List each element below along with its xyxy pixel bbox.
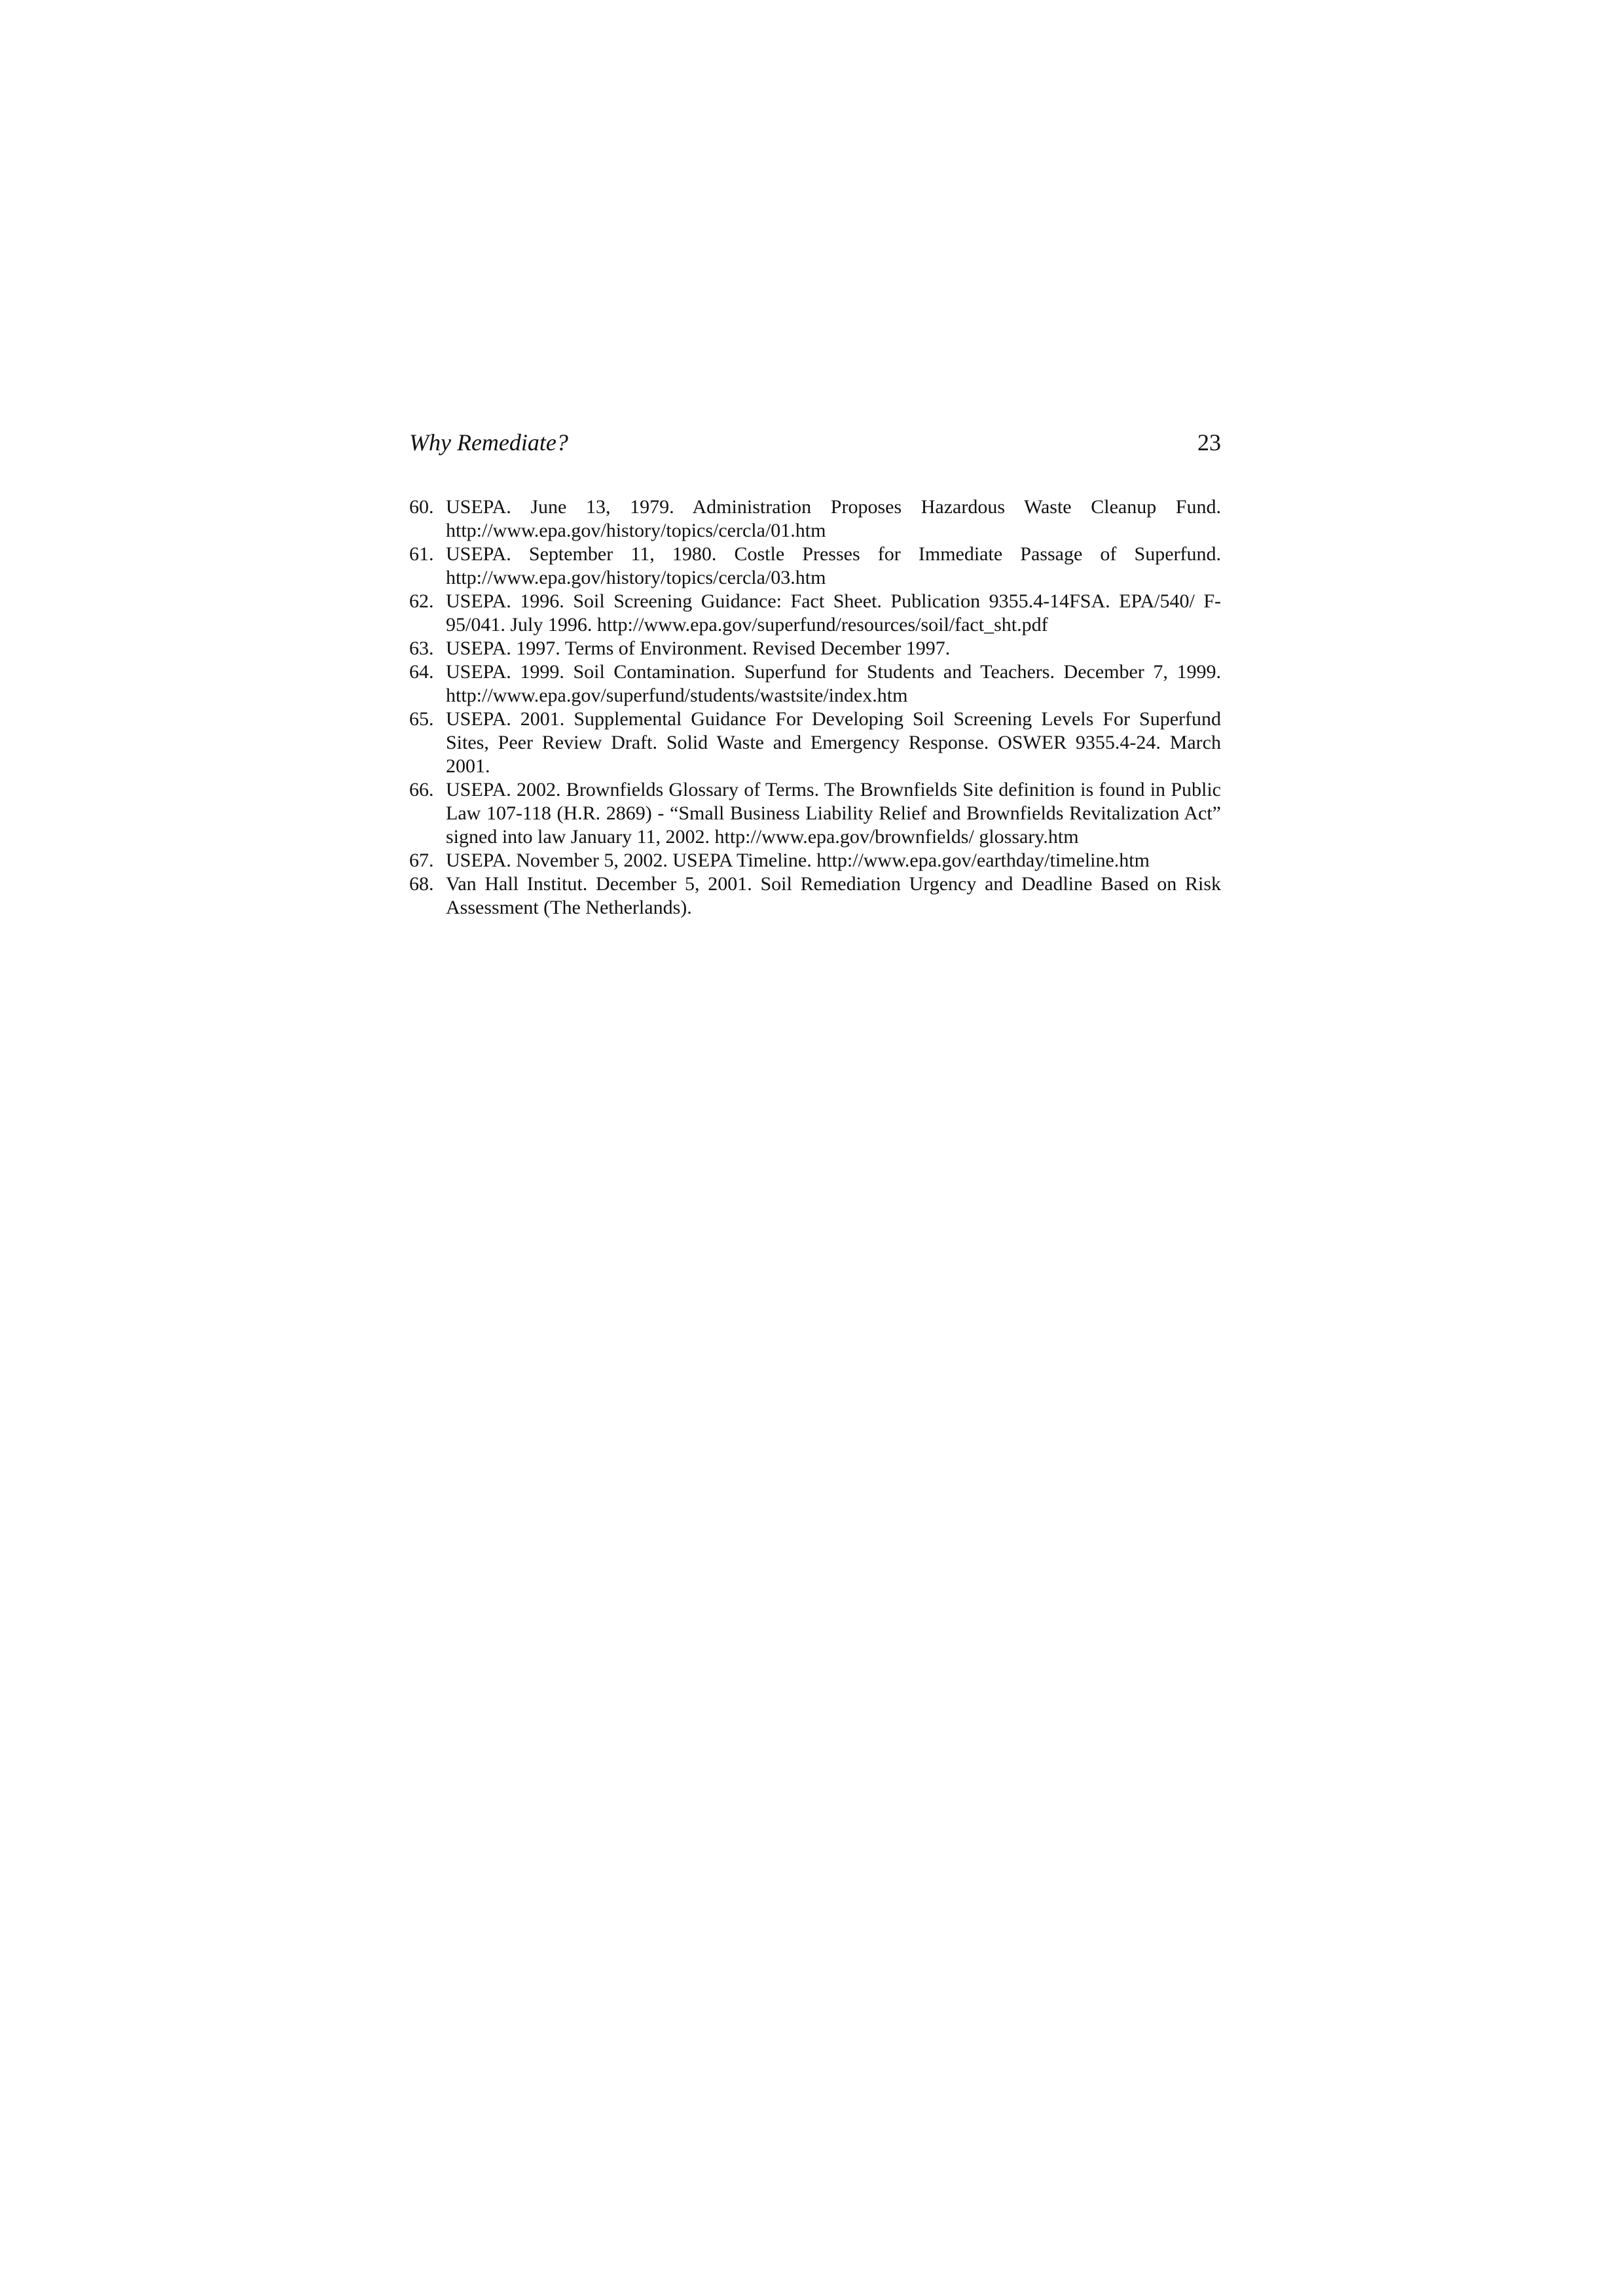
reference-item [409, 708, 1221, 778]
reference-item [409, 778, 1221, 849]
reference-item [409, 637, 1221, 660]
reference-text: USEPA. 1997. Terms of Environment. Revised December 1997. [446, 637, 951, 659]
running-header [409, 429, 1221, 468]
reference-text: USEPA. June 13, 1979. Administration Proposes Hazardous Waste Cleanup Fund. http://www.epa.gov/history/topics/cercla/01.htm [446, 496, 1221, 541]
page-number: 23 [1197, 429, 1221, 456]
reference-text: Van Hall Institut. December 5, 2001. Soil Remediation Urgency and Deadline Based on Risk Assessment (The Netherlands). [446, 873, 1221, 918]
reference-number: 61. [409, 543, 434, 565]
reference-text: USEPA. September 11, 1980. Costle Presses for Immediate Passage of Superfund. http://www.epa.gov/history/topics/cercla/03.htm [446, 543, 1221, 588]
reference-text: USEPA. 1999. Soil Contamination. Superfund for Students and Teachers. December 7, 1999. http://www.epa.gov/superfund/students/wastsite/index.htm [446, 661, 1221, 706]
reference-number: 62. [409, 590, 434, 612]
running-header-title: Why Remediate? [409, 429, 568, 456]
reference-item [409, 495, 1221, 543]
reference-text: USEPA. 2001. Supplemental Guidance For Developing Soil Screening Levels For Superfund Sites, Peer Review Draft. Solid Waste and Emergency Response. OSWER 9355.4-24. March 2001. [446, 708, 1221, 777]
reference-number: 65. [409, 708, 434, 730]
reference-number: 67. [409, 850, 434, 871]
reference-text: USEPA. 1996. Soil Screening Guidance: Fact Sheet. Publication 9355.4-14FSA. EPA/540/ F-95/041. July 1996. http://www.epa.gov/superfund/resources/soil/fact_sht.pdf [446, 590, 1221, 636]
reference-text: USEPA. 2002. Brownfields Glossary of Terms. The Brownfields Site definition is found in Public Law 107-118 (H.R. 2869) - “Small Business Liability Relief and Brownfields Revitalization Act” signed into law January 11, 2002. http://www.epa.gov/brownfields/ glossary.htm [446, 779, 1221, 848]
reference-number: 68. [409, 873, 434, 895]
reference-text: USEPA. November 5, 2002. USEPA Timeline. http://www.epa.gov/earthday/timeline.htm [446, 850, 1150, 871]
reference-item [409, 590, 1221, 637]
page-content [409, 429, 1221, 920]
reference-item [409, 660, 1221, 708]
reference-list [409, 495, 1221, 920]
reference-item [409, 543, 1221, 590]
reference-number: 64. [409, 661, 434, 683]
reference-number: 66. [409, 779, 434, 800]
reference-number: 63. [409, 637, 434, 659]
reference-item [409, 849, 1221, 872]
reference-number: 60. [409, 496, 434, 518]
reference-item [409, 872, 1221, 920]
